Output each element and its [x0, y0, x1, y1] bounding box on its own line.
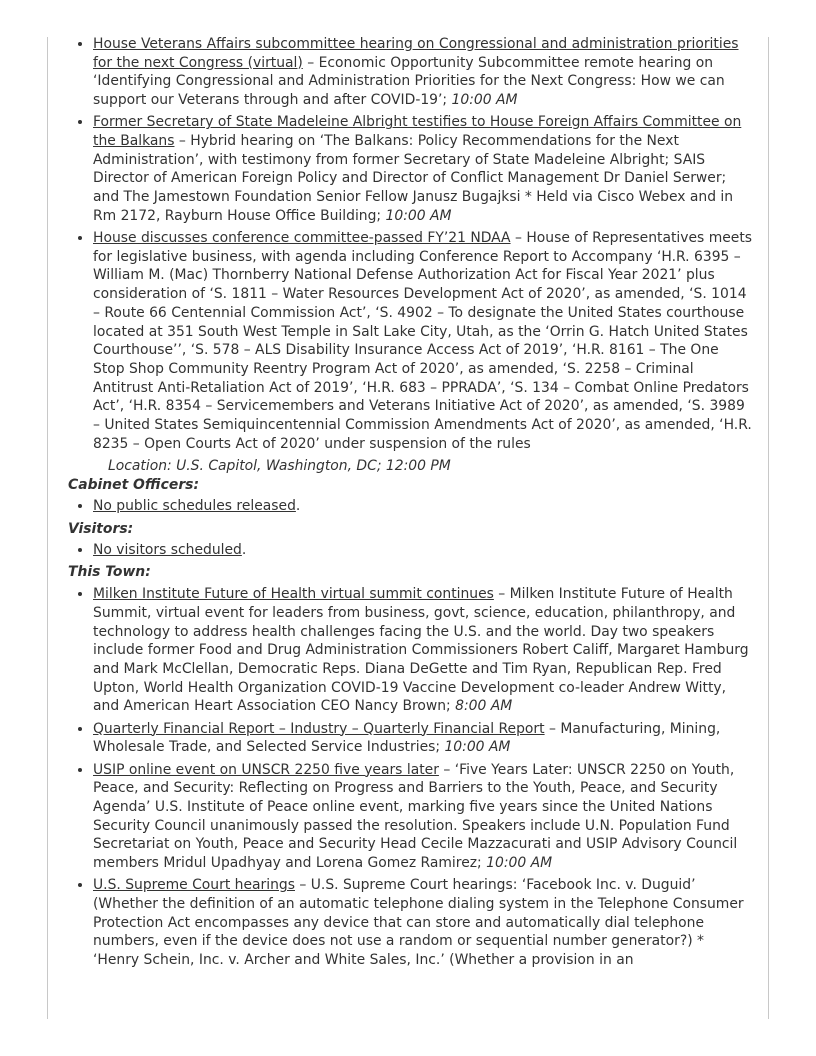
list-item: [93, 720, 752, 757]
visitors-heading-text: Visitors: [68, 520, 128, 537]
visitors-list: [68, 541, 752, 560]
item-description: – ‘Five Years Later: UNSCR 2250 on Youth, Peace, and Security: Reflecting on Progress and Barriers to the Youth, Peace, and Security Agenda’ U.S. Institute of Peace online event, marking five years since the United Nations Security Council unanimously passed the resolution. Speakers include U.N. Population Fund Secretariat on Youth, Peace and Security Head Cecile Mazzacurati and USIP Advisory Council members Mridul Upadhyay and Lorena Gomez Ramirez;: [93, 761, 738, 872]
cabinet-officers-heading: [68, 476, 752, 495]
item-time: 10:00 AM: [444, 739, 511, 756]
item-link[interactable]: U.S. Supreme Court hearings: [93, 877, 295, 894]
document-body: [68, 35, 752, 973]
right-border-rule: [768, 37, 769, 1019]
cabinet-link[interactable]: No public schedules released: [93, 498, 296, 515]
location-line: Location: U.S. Capitol, Washington, DC; 12:00 PM: [108, 457, 451, 474]
this-town-heading-text: This Town: [68, 564, 146, 581]
item-description: – U.S. Supreme Court hearings: ‘Facebook Inc. v. Duguid’ (Whether the definition of an automatic telephone dialing system in the Telephone Consumer Protection Act encompasses any device that can store and automatically dial telephone numbers, even if the device does not use a random or sequential number generator?) * ‘Henry Schein, Inc. v. Archer and White Sales, Inc.’ (Whether a provision in an: [93, 877, 744, 969]
item-link[interactable]: House discusses conference committee-passed FY’21 NDAA: [93, 230, 511, 247]
visitors-heading-colon: :: [127, 520, 134, 537]
list-item: [93, 585, 752, 716]
item-description: – Economic Opportunity Subcommittee remote hearing on ‘Identifying Congressional and Administration Priorities for the Next Congress: How we can support our Veterans through and after COVID-19’;: [93, 54, 725, 109]
list-item: [93, 876, 752, 970]
congress-list: [68, 35, 752, 453]
item-link[interactable]: Milken Institute Future of Health virtual summit continues: [93, 586, 494, 603]
list-item: [93, 541, 752, 560]
list-item: [93, 113, 752, 225]
cabinet-heading-text: Cabinet Officers: [68, 476, 194, 493]
list-item: [93, 229, 752, 453]
item-description: – Hybrid hearing on ‘The Balkans: Policy Recommendations for the Next Administration’, with testimony from former Secretary of State Madeleine Albright; SAIS Director of American Foreign Policy and Director of Conflict Management Dr Daniel Serwer; and The Jamestown Foundation Senior Fellow Janusz Bugajksi * Held via Cisco Webex and in Rm 2172, Rayburn House Office Building;: [93, 133, 734, 224]
item-link[interactable]: Quarterly Financial Report – Industry – Quarterly Financial Report: [93, 720, 545, 737]
item-time: 8:00 AM: [455, 698, 513, 715]
cabinet-heading-colon: :: [193, 476, 200, 493]
item-description: – Milken Institute Future of Health Summit, virtual event for leaders from business, govt, science, education, philanthropy, and technology to address health challenges facing the U.S. and the world. Day two speakers include former Food and Drug Administration Commissioners Robert Califf, Margaret Hamburg and Mark McClellan, Democratic Reps. Diana DeGette and Tim Ryan, Republican Rep. Fred Upton, World Health Organization COVID-19 Vaccine Development co-leader Andrew Witty, and American Heart Association CEO Nancy Brown;: [93, 586, 749, 715]
item-link[interactable]: USIP online event on UNSCR 2250 five years later: [93, 761, 439, 778]
list-item: [93, 35, 752, 110]
visitors-heading: [68, 520, 752, 539]
item-link[interactable]: Former Secretary of State Madeleine Albright testifies to House Foreign Affairs Committee on the Balkans: [93, 114, 742, 150]
item-time: 10:00 AM: [451, 92, 518, 109]
visitors-period: .: [241, 542, 247, 559]
cabinet-period: .: [295, 498, 301, 515]
left-border-rule: [47, 37, 48, 1019]
item-time: 10:00 AM: [486, 855, 553, 872]
item-description: – House of Representatives meets for legislative business, with agenda including Conference Report to Accompany ‘H.R. 6395 – William M. (Mac) Thornberry National Defense Authorization Act for Fiscal Year 2021’ plus consideration of ‘S. 1811 – Water Resources Development Act of 2020’, as amended, ‘S. 1014 – Route 66 Centennial Commission Act’, ‘S. 4902 – To designate the United States courthouse located at 351 South West Temple in Salt Lake City, Utah, as the ‘Orrin G. Hatch United States Courthouse’’, ‘S. 578 – ALS Disability Insurance Access Act of 2019’, ‘H.R. 8161 – The One Stop Shop Community Reentry Program Act of 2020’, as amended, ‘S. 2258 – Criminal Antitrust Anti-Retaliation Act of 2019’, ‘H.R. 683 – PPRADA’, ‘S. 134 – Combat Online Predators Act’, ‘H.R. 8354 – Servicemembers and Veterans Initiative Act of 2020’, as amended, ‘S. 3989 – United States Semiquincentennial Commission Amendments Act of 2020’, as amended, ‘H.R. 8235 – Open Courts Act of 2020’ under suspension of the rules: [93, 230, 753, 452]
item-time: 10:00 AM: [385, 207, 452, 224]
this-town-heading-colon: :: [145, 564, 151, 581]
item-description: – Manufacturing, Mining, Wholesale Trade, and Selected Service Industries;: [93, 720, 721, 756]
list-item: [93, 761, 752, 873]
this-town-list: [68, 585, 752, 970]
list-item: [93, 497, 752, 516]
cabinet-list: [68, 497, 752, 516]
item-link[interactable]: House Veterans Affairs subcommittee hearing on Congressional and administration priorities for the next Congress (virtual): [93, 36, 739, 71]
this-town-heading: [68, 563, 752, 582]
visitors-link[interactable]: No visitors scheduled: [93, 542, 242, 559]
